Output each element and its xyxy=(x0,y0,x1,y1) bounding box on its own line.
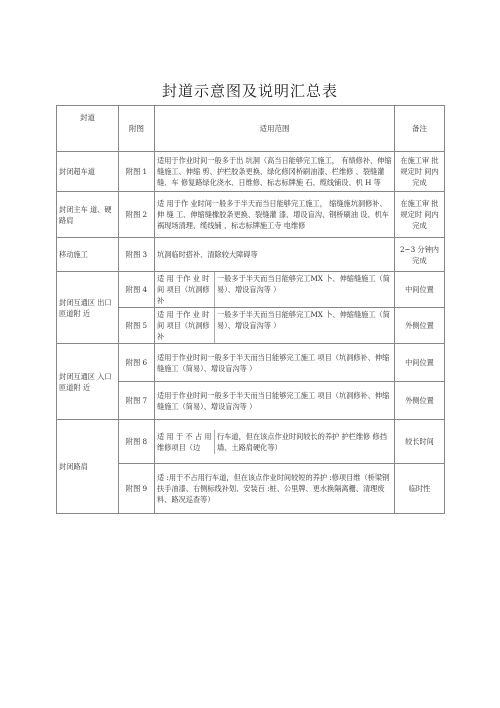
table-row xyxy=(57,344,445,382)
figure-cell: 附图 4 xyxy=(119,272,155,308)
scope-left: 适 用 于 不 占 用 维修项目（边 xyxy=(155,430,215,454)
scope-right: 行车道，但在该点作业时间较长的养护 护栏维修 修挡墙、土路肩硬化等） xyxy=(217,431,387,452)
figure-cell: 附图 1 xyxy=(119,152,155,192)
note-cell: 在施工审 批规定时 间内完成 xyxy=(395,152,445,192)
scope-left: 适 用 于作 业 时间 项目（坑洞修补 xyxy=(155,308,215,343)
note-cell: 外侧位置 xyxy=(395,382,445,420)
page-title: 封道示意图及说明汇总表 xyxy=(161,82,338,100)
road-cell: 封闭互通区 出口匝道附 近 xyxy=(57,272,119,344)
note-cell: 较长时间 xyxy=(395,420,445,464)
road-cell: 移动施工 xyxy=(57,238,119,272)
road-cell: 封闭主车 道、硬路肩 xyxy=(57,192,119,238)
figure-cell: 附图 3 xyxy=(119,238,155,272)
note-cell: 中间位置 xyxy=(395,272,445,308)
figure-cell: 附图 6 xyxy=(119,344,155,382)
scope-cell xyxy=(155,272,395,308)
header-scope: 适用范围 xyxy=(155,106,395,152)
road-cell: 封闭路肩 xyxy=(57,420,119,514)
scope-left: 适 用 于作 业 时间 项目（坑洞修补 xyxy=(155,272,215,307)
table-header-row xyxy=(57,106,445,152)
note-cell: 2~3 分钟内完成 xyxy=(395,238,445,272)
figure-cell: 附图 7 xyxy=(119,382,155,420)
header-road: 封道 xyxy=(57,106,119,152)
scope-cell: 适 用于作 业时间一般多于半天而当日能够完工施工， 缩缝施坑洞修补、伸 缝 工、伸缩缝橡胶条更换、裂缝灌 漆、增设盲沟、钢桥刷油 设、机车祸现场清理、缆线铺 、标志标牌施工寺 电维修 xyxy=(155,192,395,238)
summary-table xyxy=(56,105,445,514)
scope-cell: 适用于作业时间一般多于半天而当日能够完工施工 项目（坑洞修补、伸缩缝施工（简易）、增设盲沟等 ） xyxy=(155,382,395,420)
table-row xyxy=(57,152,445,192)
scope-right: 一般多于半天而当日能够完工MX 卜、伸缩缝施工（简易）、增设盲沟等 ） xyxy=(217,310,390,330)
note-cell: 外侧位置 xyxy=(395,308,445,344)
note-cell: 临时性 xyxy=(395,464,445,514)
figure-cell: 附图 9 xyxy=(119,464,155,514)
figure-cell: 附图 2 xyxy=(119,192,155,238)
table-row xyxy=(57,272,445,308)
road-cell: 封闭互通区 入口匝道附 近 xyxy=(57,344,119,420)
road-cell: 封闭超车道 xyxy=(57,152,119,192)
scope-cell: 适 :用于不占用行车道，但在该点作业时间较短的养护 :修项目维（桥梁钢扶手油漆、右侧标线补划、安装百 :桩、公里牌、更水换隔离栅、清理废料、路况巡查等） xyxy=(155,464,395,514)
note-cell: 在施工审 批规定时 间内完成 xyxy=(395,192,445,238)
header-figure: 附图 xyxy=(119,106,155,152)
scope-cell: 适用于作业时间一般多于半天而当日能够完工施工 项目（坑洞修补、伸缩缝施工（简易）、增设盲沟等 ） xyxy=(155,344,395,382)
table-row xyxy=(57,192,445,238)
table-row xyxy=(57,420,445,464)
figure-cell: 附图 5 xyxy=(119,308,155,344)
header-note: 备注 xyxy=(395,106,445,152)
scope-right: 一般多于半天而当日能够完工MX 卜、伸缩缝施工（简易）、增设盲沟等 ） xyxy=(217,274,390,294)
figure-cell: 附图 8 xyxy=(119,420,155,464)
note-cell: 中间位置 xyxy=(395,344,445,382)
scope-cell: 坑洞临时搭补、清除较大障碍等 xyxy=(155,238,395,272)
scope-cell xyxy=(155,308,395,344)
scope-cell xyxy=(155,420,395,464)
table-row xyxy=(57,238,445,272)
scope-cell: 适用于作业时间一般多于出 坑洞（高当日能够完工施工， 有绩修补、伸缩缝施工、伸缩 剪、护栏胶条更换、绿化修冈桥刷油漆、栏维修 、裂缝灌缝、车 修复路绿化浇水、日维修、标志标牌施 石、缆线铺设、机 H 等 xyxy=(155,152,395,192)
